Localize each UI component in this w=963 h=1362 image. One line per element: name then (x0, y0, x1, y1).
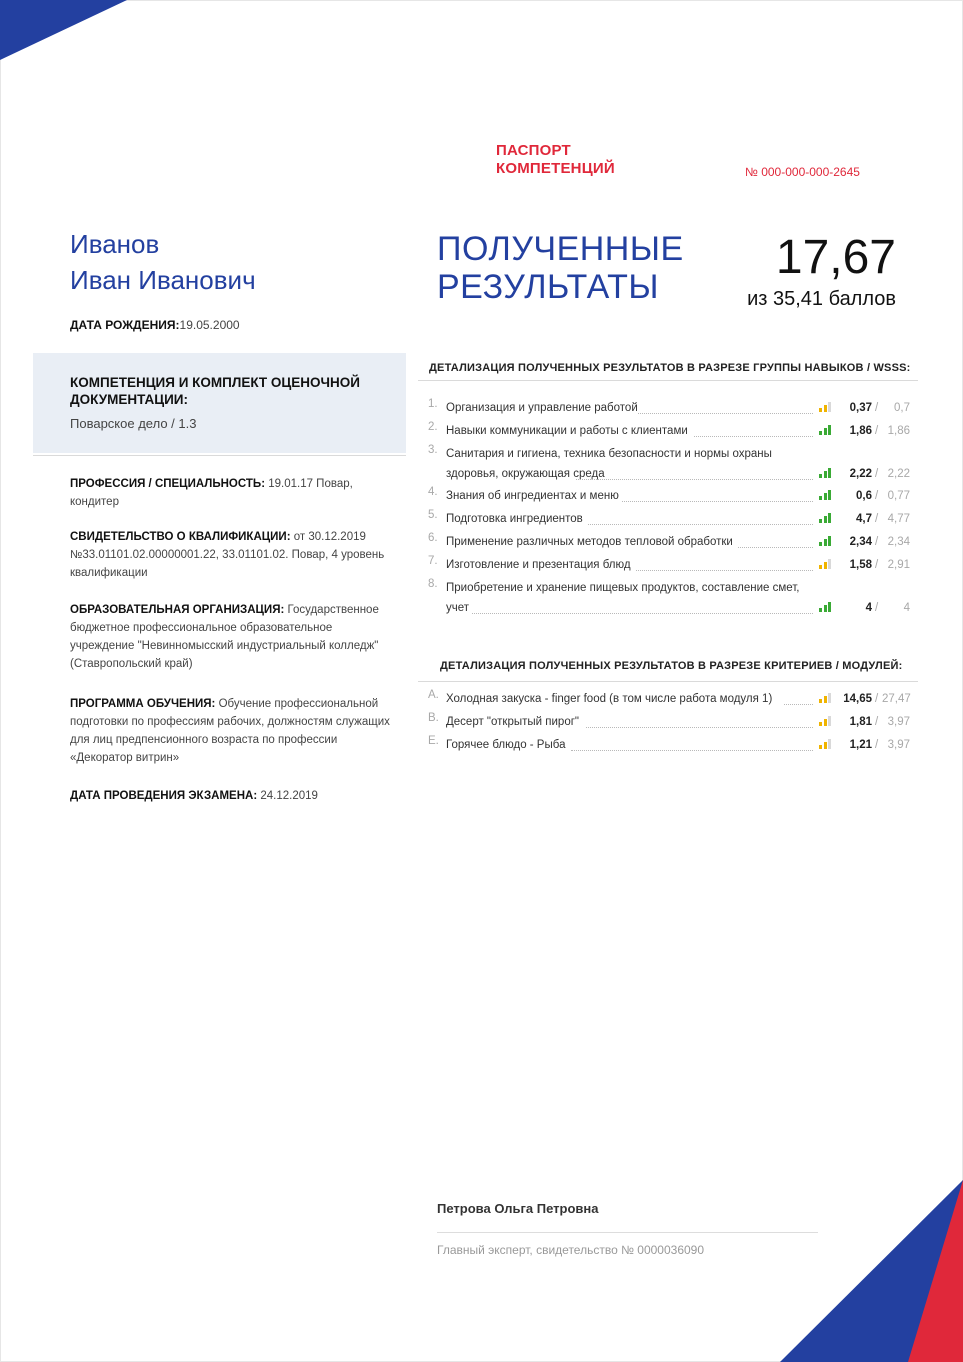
skill-number: 1. (428, 398, 438, 410)
module-number: A. (428, 689, 439, 701)
skill-max-score: 4,77 (887, 513, 910, 525)
skill-separator: / (875, 490, 879, 502)
module-separator: / (875, 693, 879, 705)
skill-leader-dots (588, 524, 813, 525)
skill-max-score: 1,86 (887, 425, 910, 437)
total-score: 17,67 (775, 231, 896, 284)
skill-max-score: 2,22 (887, 468, 910, 480)
skill-signal-icon (819, 425, 835, 435)
module-max-score: 3,97 (887, 716, 910, 728)
module-row (428, 735, 918, 755)
exam-date-label: ДАТА ПРОВЕДЕНИЯ ЭКЗАМЕНА: (70, 790, 258, 802)
skill-leader-dots (694, 436, 813, 437)
skill-name: Приобретение и хранение пищевых продуктов, составление смет, учет (446, 582, 800, 614)
skill-signal-bar (819, 565, 822, 569)
skill-signal-icon (819, 402, 835, 412)
person-last-name: Иванов (70, 229, 160, 259)
program-block (70, 695, 390, 767)
skill-signal-bar (828, 490, 831, 500)
skill-name: Изготовление и презентация блюд (446, 559, 631, 571)
skill-signal-bar (819, 408, 822, 412)
skill-separator: / (875, 468, 879, 480)
exam-date-block (70, 787, 390, 805)
skill-separator: / (875, 536, 879, 548)
module-signal-bar (819, 745, 822, 749)
module-signal-icon (819, 693, 835, 703)
module-score: 14,65 (843, 693, 872, 705)
skill-score: 0,37 (849, 402, 872, 414)
module-name: Горячее блюдо - Рыба (446, 739, 566, 751)
results-title-line-2: РЕЗУЛЬТАТЫ (437, 268, 659, 306)
person-name (70, 226, 256, 298)
expert-name: Петрова Ольга Петровна (437, 1201, 599, 1216)
skill-signal-bar (824, 539, 827, 546)
person-first-middle-name: Иван Иванович (70, 265, 256, 295)
certificate-value: от 30.12.2019 №33.01101.02.00000001.22, 33.01101.02. Повар, 4 уровень квалификации (70, 531, 385, 579)
skill-name: Применение различных методов тепловой обработки (446, 536, 733, 548)
skill-max-score: 2,91 (887, 559, 910, 571)
skill-signal-bar (828, 468, 831, 478)
skill-number: 8. (428, 578, 438, 590)
module-signal-bar (824, 719, 827, 726)
skill-score: 4 (865, 602, 872, 614)
skill-signal-bar (819, 542, 822, 546)
module-score: 1,21 (849, 739, 872, 751)
skill-max-score: 2,34 (887, 536, 910, 548)
skill-row (428, 578, 918, 618)
skill-number: 6. (428, 532, 438, 544)
skill-number: 5. (428, 509, 438, 521)
skill-signal-bar (824, 605, 827, 612)
module-signal-bar (824, 696, 827, 703)
skill-separator: / (875, 559, 879, 571)
skill-signal-icon (819, 468, 835, 478)
skill-signal-bar (824, 471, 827, 478)
skill-score: 1,86 (849, 425, 872, 437)
birth-date (70, 318, 240, 332)
skill-signal-icon (819, 513, 835, 523)
results-title-line-1: ПОЛУЧЕННЫЕ (437, 230, 684, 268)
total-score-max: из 35,41 баллов (747, 288, 896, 310)
skill-number: 2. (428, 421, 438, 433)
module-row (428, 689, 918, 709)
skill-row (428, 532, 918, 552)
module-row (428, 712, 918, 732)
program-label: ПРОГРАММА ОБУЧЕНИЯ: (70, 698, 216, 710)
skill-leader-dots (622, 501, 813, 502)
module-signal-bar (828, 693, 831, 703)
passport-title-line-1: ПАСПОРТ (496, 142, 571, 159)
skill-signal-icon (819, 602, 835, 612)
skill-max-score: 0,77 (887, 490, 910, 502)
skill-score: 4,7 (856, 513, 872, 525)
birth-date-value: 19.05.2000 (179, 318, 240, 332)
skill-separator: / (875, 602, 879, 614)
skill-row (428, 486, 918, 506)
skill-max-score: 0,7 (894, 402, 910, 414)
module-signal-bar (828, 716, 831, 726)
module-leader-dots (586, 727, 813, 728)
skill-leader-dots (576, 479, 813, 480)
signature-line (437, 1232, 818, 1233)
expert-title: Главный эксперт, свидетельство № 0000036090 (437, 1243, 705, 1257)
skill-row (428, 444, 918, 484)
certificate-label: СВИДЕТЕЛЬСТВО О КВАЛИФИКАЦИИ: (70, 531, 291, 543)
skill-leader-dots (638, 413, 813, 414)
birth-date-label: ДАТА РОЖДЕНИЯ: (70, 318, 180, 332)
skill-number: 4. (428, 486, 438, 498)
skill-row (428, 555, 918, 575)
module-leader-dots (784, 704, 813, 705)
skill-score: 2,34 (849, 536, 872, 548)
passport-title-line-2: КОМПЕТЕНЦИЙ (496, 160, 615, 177)
module-number: E. (428, 735, 439, 747)
skill-signal-bar (819, 496, 822, 500)
skill-score: 1,58 (849, 559, 872, 571)
skill-signal-bar (828, 425, 831, 435)
passport-title (496, 142, 615, 178)
profession-value: 19.01.17 Повар, кондитер (70, 478, 353, 508)
skill-score: 0,6 (856, 490, 872, 502)
certificate-block (70, 528, 390, 582)
skill-signal-bar (819, 474, 822, 478)
skill-signal-icon (819, 559, 835, 569)
skill-row (428, 398, 918, 418)
competence-label: КОМПЕТЕНЦИЯ И КОМПЛЕКТ ОЦЕНОЧНОЙ ДОКУМЕНТАЦИИ: (70, 375, 360, 407)
profession-block (70, 475, 390, 511)
divider (33, 455, 406, 456)
skill-row (428, 509, 918, 529)
bottom-right-corner-decoration (780, 1180, 963, 1362)
results-title (437, 230, 684, 306)
skill-signal-bar (828, 602, 831, 612)
skill-name: Знания об ингредиентах и меню (446, 490, 619, 502)
skill-leader-dots (472, 613, 813, 614)
program-value: Обучение профессиональной подготовки по профессиям рабочих, должностям служащих для лиц предпенсионного возраста по профессии «Декоратор витрин» (70, 698, 390, 764)
skill-signal-bar (828, 513, 831, 523)
skill-signal-bar (824, 516, 827, 523)
skill-signal-bar (819, 519, 822, 523)
module-signal-bar (819, 699, 822, 703)
module-signal-bar (819, 722, 822, 726)
top-left-corner-decoration (0, 0, 130, 62)
profession-label: ПРОФЕССИЯ / СПЕЦИАЛЬНОСТЬ: (70, 478, 266, 490)
module-score: 1,81 (849, 716, 872, 728)
skill-signal-bar (824, 405, 827, 412)
skill-signal-bar (828, 559, 831, 569)
skill-leader-dots (636, 570, 813, 571)
skill-signal-bar (819, 608, 822, 612)
organization-label: ОБРАЗОВАТЕЛЬНАЯ ОРГАНИЗАЦИЯ: (70, 604, 285, 616)
competence-value: Поварское дело / 1.3 (70, 416, 197, 431)
skill-separator: / (875, 513, 879, 525)
module-number: B. (428, 712, 439, 724)
module-name: Холодная закуска - finger food (в том числе работа модуля 1) (446, 693, 773, 705)
module-max-score: 3,97 (887, 739, 910, 751)
skills-heading: ДЕТАЛИЗАЦИЯ ПОЛУЧЕННЫХ РЕЗУЛЬТАТОВ В РАЗРЕЗЕ ГРУППЫ НАВЫКОВ / WSSS: (429, 362, 911, 374)
skill-max-score: 4 (903, 602, 910, 614)
skill-signal-bar (819, 431, 822, 435)
module-signal-icon (819, 716, 835, 726)
skill-signal-icon (819, 536, 835, 546)
skill-leader-dots (738, 547, 813, 548)
skill-separator: / (875, 425, 879, 437)
skill-separator: / (875, 402, 879, 414)
skill-signal-bar (824, 428, 827, 435)
skill-name: Санитария и гигиена, техника безопасности и нормы охраны здоровья, окружающая среда (446, 448, 772, 480)
module-separator: / (875, 716, 879, 728)
skill-name: Навыки коммуникации и работы с клиентами (446, 425, 688, 437)
module-signal-icon (819, 739, 835, 749)
exam-date-value: 24.12.2019 (257, 790, 318, 802)
modules-heading-underline (418, 681, 918, 682)
skill-score: 2,22 (849, 468, 872, 480)
skill-number: 3. (428, 444, 438, 456)
module-name: Десерт "открытый пирог" (446, 716, 579, 728)
skill-row (428, 421, 918, 441)
skill-name: Подготовка ингредиентов (446, 513, 583, 525)
module-signal-bar (828, 739, 831, 749)
skill-name: Организация и управление работой (446, 402, 638, 414)
skills-heading-underline (418, 380, 918, 381)
module-leader-dots (571, 750, 813, 751)
skill-signal-icon (819, 490, 835, 500)
module-max-score: 27,47 (882, 693, 911, 705)
skill-signal-bar (828, 402, 831, 412)
skill-signal-bar (824, 562, 827, 569)
organization-value: Государственное бюджетное профессиональное образовательное учреждение "Невинномысский индустриальный колледж" (Ставропольский край) (70, 604, 379, 670)
passport-number: № 000-000-000-2645 (745, 165, 860, 179)
module-separator: / (875, 739, 879, 751)
skill-number: 7. (428, 555, 438, 567)
organization-block (70, 601, 390, 673)
skill-signal-bar (828, 536, 831, 546)
module-signal-bar (824, 742, 827, 749)
modules-heading: ДЕТАЛИЗАЦИЯ ПОЛУЧЕННЫХ РЕЗУЛЬТАТОВ В РАЗРЕЗЕ КРИТЕРИЕВ / МОДУЛЕЙ: (440, 660, 903, 672)
skill-signal-bar (824, 493, 827, 500)
